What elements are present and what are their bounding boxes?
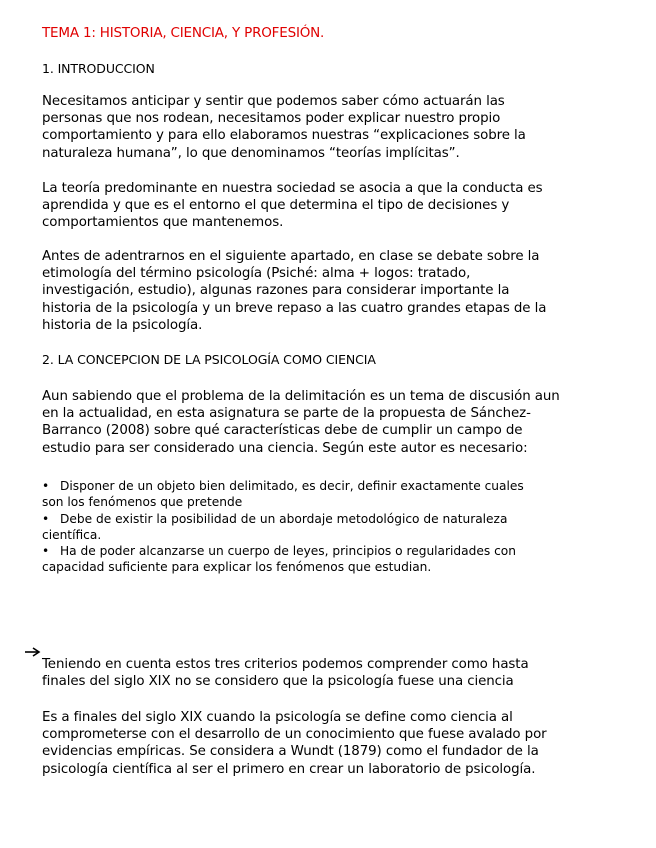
section-heading-introduccion: 1. INTRODUCCION <box>42 61 155 76</box>
paragraph-teoria-predominante <box>42 180 602 232</box>
list-item-text: científica. <box>42 527 102 542</box>
text-line: psicología científica al ser el primero en crear un laboratorio de psicología. <box>42 761 536 777</box>
document-title: TEMA 1: HISTORIA, CIENCIA, Y PROFESIÓN. <box>42 25 325 41</box>
text-line: historia de la psicología. <box>42 317 203 333</box>
text-line: comprometerse con el desarrollo de un conocimiento que fuese avalado por <box>42 727 547 743</box>
text-line: evidencias empíricas. Se considera a Wundt (1879) como el fundador de la <box>42 744 539 760</box>
text-line: en la actualidad, en esta asignatura se parte de la propuesta de Sánchez- <box>42 406 531 422</box>
text-line: naturaleza humana”, lo que denominamos “teorías implícitas”. <box>42 145 460 161</box>
text-line: Barranco (2008) sobre qué características debe de cumplir un campo de <box>42 423 523 439</box>
text-line: Teniendo en cuenta estos tres criterios podemos comprender como hasta <box>42 657 529 672</box>
text-line: personas que nos rodean, necesitamos poder explicar nuestro propio <box>42 111 501 127</box>
arrow-right-icon <box>24 646 42 661</box>
text-line: Aun sabiendo que el problema de la delimitación es un tema de discusión aun <box>42 389 560 404</box>
bullet-icon: • <box>42 544 50 559</box>
paragraph-teorias-implicitas <box>42 93 602 162</box>
list-item-text: Ha de poder alcanzarse un cuerpo de leyes, principios o regularidades con <box>60 544 516 559</box>
list-item-text: capacidad suficiente para explicar los fenómenos que estudian. <box>42 560 432 575</box>
criteria-list <box>42 478 602 576</box>
section-heading-concepcion: 2. LA CONCEPCION DE LA PSICOLOGÍA COMO CIENCIA <box>42 352 376 367</box>
list-item <box>42 511 602 544</box>
bullet-icon: • <box>42 511 50 526</box>
list-item <box>42 478 602 511</box>
text-line: Es a finales del siglo XIX cuando la psicología se define como ciencia al <box>42 710 513 725</box>
text-line: Necesitamos anticipar y sentir que podemos saber cómo actuarán las <box>42 94 505 109</box>
paragraph-criterios <box>42 656 602 690</box>
list-item-text: son los fenómenos que pretende <box>42 495 243 510</box>
text-line: estudio para ser considerado una ciencia. Según este autor es necesario: <box>42 440 528 456</box>
text-line: historia de la psicología y un breve repaso a las cuatro grandes etapas de la <box>42 300 547 316</box>
paragraph-wundt <box>42 709 602 778</box>
bullet-icon: • <box>42 479 50 493</box>
text-line: comportamiento y para ello elaboramos nuestras “explicaciones sobre la <box>42 128 526 144</box>
text-line: aprendida y que es el entorno el que determina el tipo de decisiones y <box>42 198 510 214</box>
text-line: etimología del término psicología (Psiché: alma + logos: tratado, <box>42 266 471 282</box>
paragraph-etimologia <box>42 248 602 334</box>
paragraph-delimitacion <box>42 388 602 457</box>
text-line: Antes de adentrarnos en el siguiente apartado, en clase se debate sobre la <box>42 249 540 264</box>
list-item-text: Disponer de un objeto bien delimitado, es decir, definir exactamente cuales <box>60 479 524 493</box>
list-item-text: Debe de existir la posibilidad de un abordaje metodológico de naturaleza <box>60 511 508 526</box>
text-line: investigación, estudio), algunas razones para considerar importante la <box>42 283 510 299</box>
list-item <box>42 543 602 576</box>
text-line: comportamientos que mantenemos. <box>42 215 284 231</box>
text-line: La teoría predominante en nuestra sociedad se asocia a que la conducta es <box>42 181 543 196</box>
text-line: finales del siglo XIX no se considero que la psicología fuese una ciencia <box>42 674 514 690</box>
